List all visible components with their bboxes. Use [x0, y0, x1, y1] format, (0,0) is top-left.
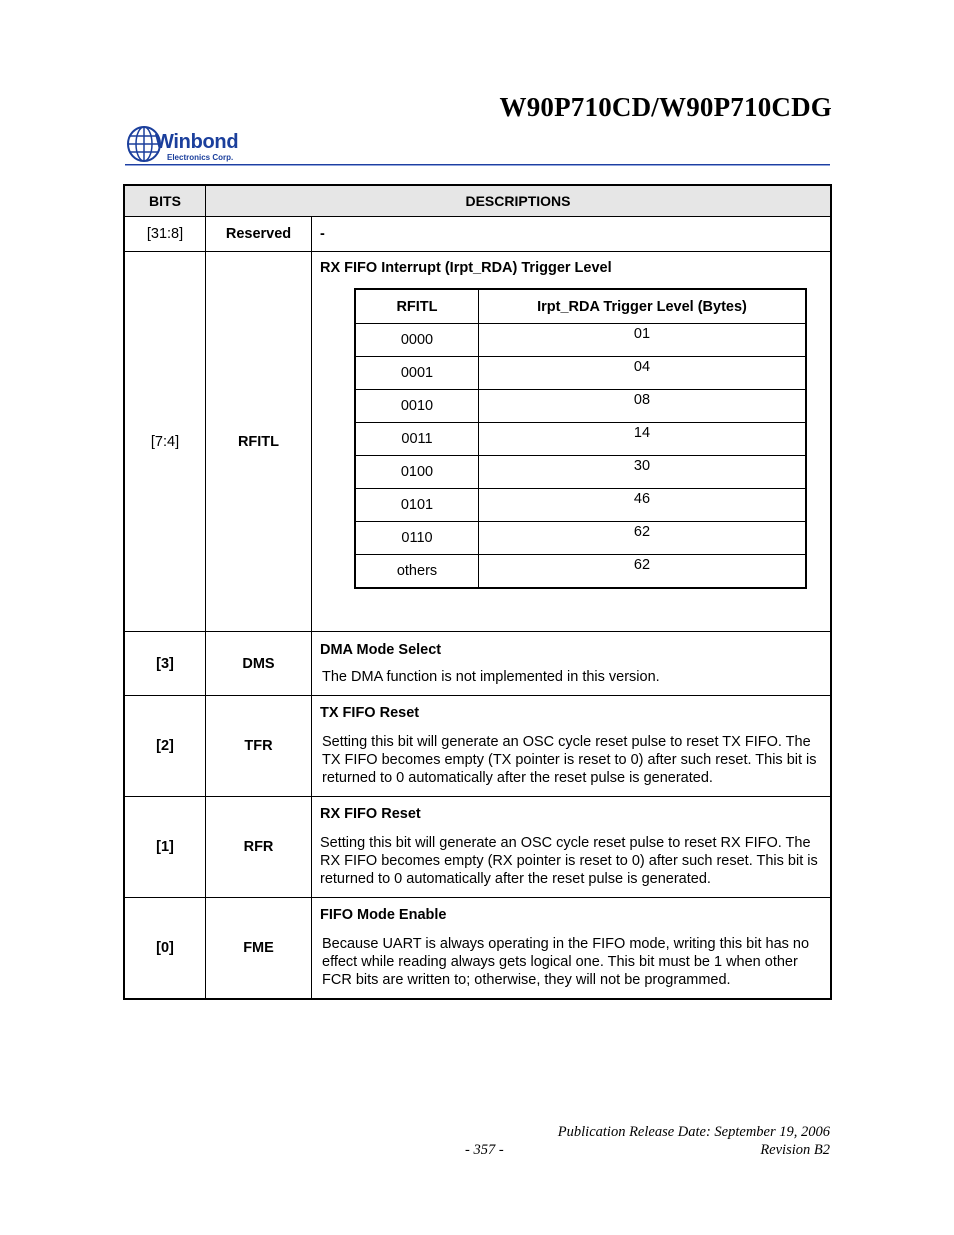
descriptions-column-header: DESCRIPTIONS: [206, 185, 832, 217]
table-row: [124, 797, 831, 898]
field-name: DMS: [206, 632, 312, 696]
field-description-text: Setting this bit will generate an OSC cycle reset pulse to reset RX FIFO. The RX FIFO becomes empty (RX pointer is reset to 0) after such reset. This bit is returned to 0 automatically after the reset pulse is generated.: [320, 835, 818, 887]
bit-range: [3]: [124, 632, 206, 696]
trigger-level-column-header: Irpt_RDA Trigger Level (Bytes): [479, 289, 807, 324]
field-description-title: DMA Mode Select: [320, 641, 442, 658]
rfitl-value: 0100: [355, 456, 479, 489]
field-description-title: RX FIFO Interrupt (Irpt_RDA) Trigger Level: [320, 260, 612, 276]
trigger-level-value: 01: [479, 324, 807, 357]
bit-range: [1]: [124, 797, 206, 898]
table-row: [355, 489, 806, 522]
table-row: [355, 357, 806, 390]
field-description: [312, 898, 832, 999]
bits-column-header: BITS: [124, 185, 206, 217]
field-description-text: The DMA function is not implemented in this version.: [322, 668, 660, 685]
table-row: [124, 696, 831, 797]
field-name: TFR: [206, 696, 312, 797]
trigger-level-value: 04: [479, 357, 807, 390]
field-name: Reserved: [206, 217, 312, 252]
bit-range: [7:4]: [124, 252, 206, 632]
rfitl-value: 0001: [355, 357, 479, 390]
trigger-level-value: 30: [479, 456, 807, 489]
field-description: [312, 696, 832, 797]
rfitl-value: 0010: [355, 390, 479, 423]
field-name: RFR: [206, 797, 312, 898]
trigger-level-header-row: [355, 289, 806, 324]
field-description: -: [312, 217, 832, 252]
trigger-level-value: 62: [479, 522, 807, 555]
rfitl-value: others: [355, 555, 479, 589]
winbond-logo: [127, 125, 252, 167]
table-row: [355, 324, 806, 357]
table-row: [355, 555, 806, 589]
header-divider: [125, 164, 830, 166]
bit-range: [0]: [124, 898, 206, 999]
document-title: W90P710CD/W90P710CDG: [499, 92, 832, 122]
field-description: [312, 797, 832, 898]
field-description-text: Because UART is always operating in the FIFO mode, writing this bit has no effect while reading always gets logical one. This bit must be 1 when other FCR bits are written to; otherwise, they will not be programmed.: [322, 935, 810, 988]
field-description-title: RX FIFO Reset: [320, 806, 421, 822]
trigger-level-table: [354, 288, 807, 589]
rfitl-value: 0011: [355, 423, 479, 456]
rfitl-value: 0000: [355, 324, 479, 357]
revision-label: Revision B2: [760, 1142, 830, 1158]
field-description-text: Setting this bit will generate an OSC cycle reset pulse to reset TX FIFO. The TX FIFO becomes empty (TX pointer is reset to 0) after such reset. This bit is returned to 0 automatically after the reset pulse is generated.: [322, 734, 817, 786]
table-row: [124, 898, 831, 999]
page-number: - 357 -: [465, 1142, 504, 1158]
trigger-level-value: 08: [479, 390, 807, 423]
field-description-title: FIFO Mode Enable: [320, 906, 447, 923]
field-description: [312, 252, 832, 632]
register-bits-table: [123, 184, 832, 1000]
field-name: FME: [206, 898, 312, 999]
trigger-level-value: 62: [479, 555, 807, 589]
rfitl-column-header: RFITL: [355, 289, 479, 324]
rfitl-value: 0110: [355, 522, 479, 555]
table-row: [124, 252, 831, 632]
field-description-title: TX FIFO Reset: [320, 705, 420, 721]
table-header-row: [124, 185, 831, 217]
table-row: [124, 632, 831, 696]
trigger-level-value: 46: [479, 489, 807, 522]
table-row: [355, 522, 806, 555]
table-row: [355, 456, 806, 489]
trigger-level-value: 14: [479, 423, 807, 456]
rfitl-value: 0101: [355, 489, 479, 522]
table-row: [124, 217, 831, 252]
publication-date: Publication Release Date: September 19, 2006: [557, 1124, 830, 1140]
bit-range: [2]: [124, 696, 206, 797]
bit-range: [31:8]: [124, 217, 206, 252]
field-description: [312, 632, 832, 696]
logo-wordmark: Winbond: [155, 131, 239, 153]
table-row: [355, 390, 806, 423]
field-name: RFITL: [206, 252, 312, 632]
table-row: [355, 423, 806, 456]
logo-subtitle: Electronics Corp.: [167, 153, 234, 162]
